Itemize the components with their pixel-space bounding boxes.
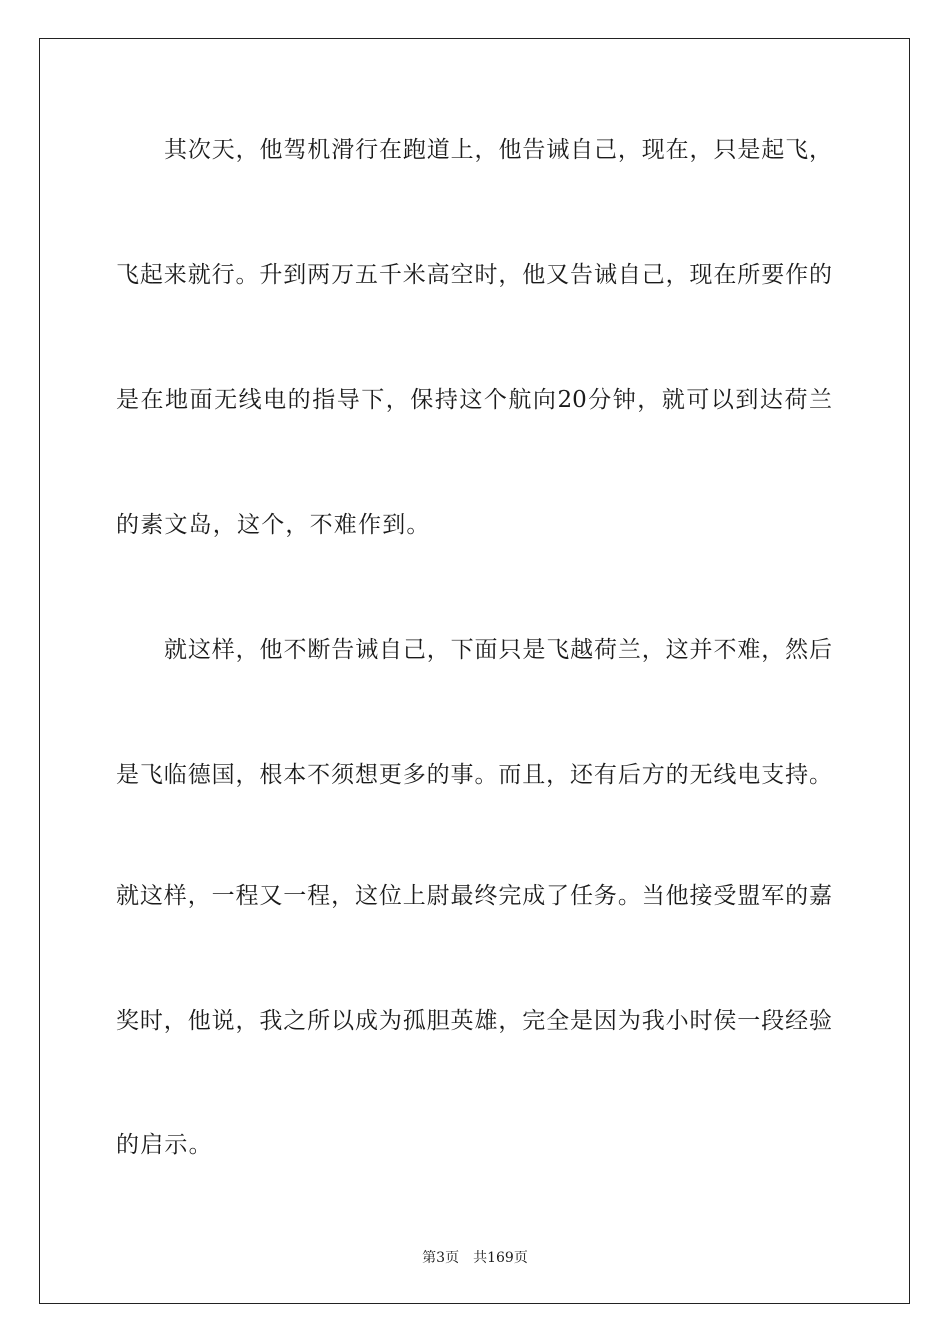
text-line: 的启示。 bbox=[116, 1132, 213, 1158]
text-line: 飞起来就行。升到两万五千米高空时，他又告诫自己，现在所要作的 bbox=[116, 262, 832, 288]
text-line: 是飞临德国，根本不须想更多的事。而且，还有后方的无线电支持。 bbox=[116, 762, 832, 788]
page-footer bbox=[0, 1247, 950, 1267]
text-line: 就这样，一程又一程，这位上尉最终完成了任务。当他接受盟军的嘉 bbox=[116, 883, 832, 909]
page-total: 共169页 bbox=[473, 1250, 528, 1266]
text-line: 其次天，他驾机滑行在跑道上，他告诫自己，现在，只是起飞， bbox=[164, 137, 832, 163]
text-line: 就这样，他不断告诫自己，下面只是飞越荷兰，这并不难，然后 bbox=[164, 637, 832, 663]
text-line: 奖时，他说，我之所以成为孤胆英雄，完全是因为我小时侯一段经验 bbox=[116, 1008, 832, 1034]
text-line: 的素文岛，这个，不难作到。 bbox=[116, 512, 431, 538]
text-line: 是在地面无线电的指导下，保持这个航向20分钟，就可以到达荷兰 bbox=[116, 387, 832, 413]
page-number: 第3页 bbox=[422, 1250, 460, 1266]
page-border bbox=[39, 38, 910, 1304]
